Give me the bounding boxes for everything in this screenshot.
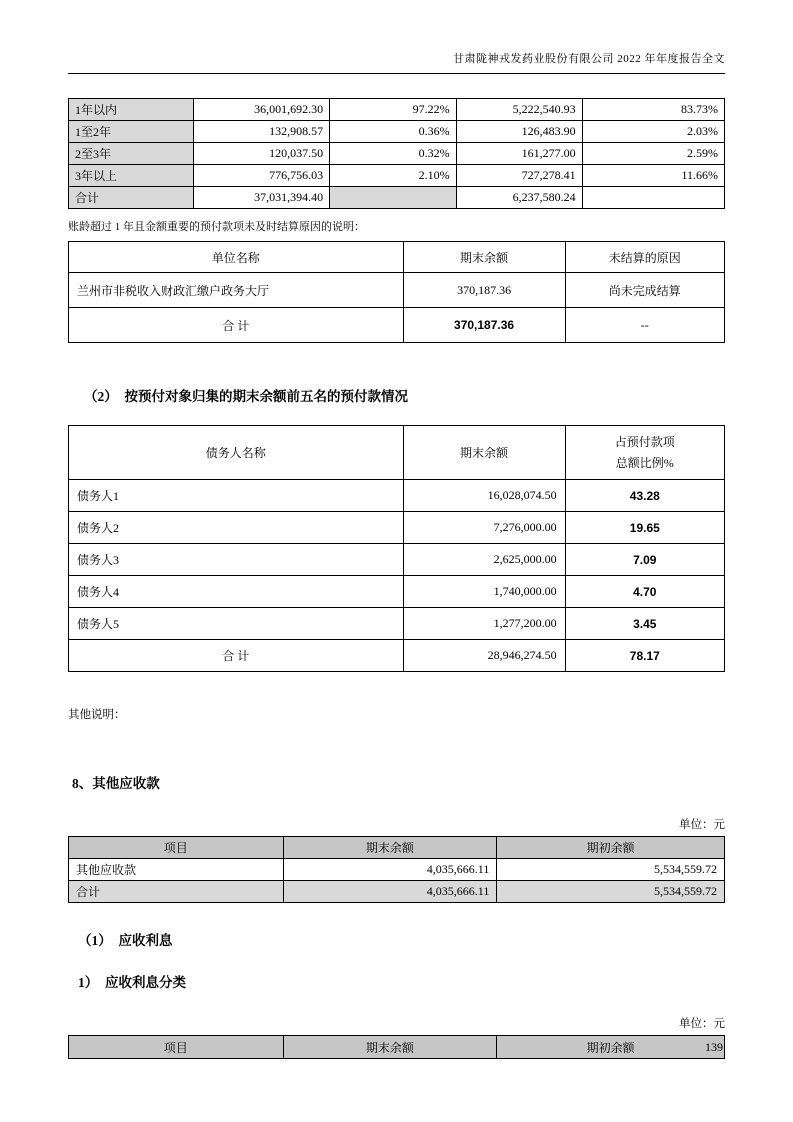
interest-header-begin: 期初余额 (497, 1036, 725, 1059)
debtor-amount: 7,276,000.00 (403, 512, 565, 544)
running-header-title: 甘肃陇神戎发药业股份有限公司 2022 年年度报告全文 (453, 53, 725, 65)
table-row (69, 608, 725, 640)
other-total-begin-amount: 5,534,559.72 (497, 881, 725, 903)
interest-sub-heading: 1） 应收利息分类 (78, 975, 186, 990)
debtor-amount: 1,740,000.00 (403, 576, 565, 608)
table-header-row (69, 242, 725, 273)
unsettled-header-reason: 未结算的原因 (565, 242, 724, 273)
top5-header-ratio-line1: 占预付款项 (614, 434, 675, 449)
unsettled-amount: 370,187.36 (403, 273, 565, 308)
top5-header-name: 债务人名称 (69, 426, 404, 480)
aging-end-pct: 0.36% (330, 121, 457, 143)
aging-end-pct: 97.22% (330, 99, 457, 121)
unsettled-reason: 尚未完成结算 (565, 273, 724, 308)
top5-table (68, 425, 725, 672)
aging-begin-pct: 11.66% (582, 165, 724, 187)
aging-label: 2至3年 (69, 143, 194, 165)
table-total-row (69, 308, 725, 343)
top5-header-amount: 期末余额 (403, 426, 565, 480)
unsettled-total-amount: 370,187.36 (403, 308, 565, 343)
table-header-row (69, 1036, 725, 1059)
table-row (69, 273, 725, 308)
aging-begin-pct: 2.59% (582, 143, 724, 165)
section-8-heading: 8、其他应收款 (72, 776, 160, 791)
table-row (69, 165, 725, 187)
aging-end-amount: 36,001,692.30 (193, 99, 329, 121)
aging-total-label: 合计 (69, 187, 194, 209)
table-row (69, 480, 725, 512)
aging-begin-pct: 83.73% (582, 99, 724, 121)
top5-total-ratio: 78.17 (565, 640, 724, 672)
debtor-amount: 2,625,000.00 (403, 544, 565, 576)
interest-header-end: 期末余额 (283, 1036, 497, 1059)
table-row (69, 859, 725, 881)
debtor-name: 债务人4 (69, 576, 404, 608)
debtor-name: 债务人5 (69, 608, 404, 640)
debtor-name: 债务人3 (69, 544, 404, 576)
interest-section-heading: （1） 应收利息 (78, 933, 173, 948)
aging-label: 1至2年 (69, 121, 194, 143)
other-begin-amount: 5,534,559.72 (497, 859, 725, 881)
debtor-ratio: 19.65 (565, 512, 724, 544)
aging-total-begin-pct (582, 187, 724, 209)
aging-begin-amount: 126,483.90 (456, 121, 582, 143)
table-header-row (69, 837, 725, 859)
aging-total-end-amount: 37,031,394.40 (193, 187, 329, 209)
debtor-name: 债务人2 (69, 512, 404, 544)
other-item: 其他应收款 (69, 859, 284, 881)
unsettled-header-name: 单位名称 (69, 242, 404, 273)
table-row (69, 121, 725, 143)
other-header-begin: 期初余额 (497, 837, 725, 859)
unit-label: 单位：元 (679, 1018, 725, 1030)
top5-total-amount: 28,946,274.50 (403, 640, 565, 672)
page-number: 139 (705, 1040, 723, 1054)
other-total-end-amount: 4,035,666.11 (283, 881, 497, 903)
table-row (69, 576, 725, 608)
debtor-name: 债务人1 (69, 480, 404, 512)
top5-header-ratio (565, 426, 724, 480)
top5-header-ratio-line2: 总额比例% (615, 455, 674, 470)
aging-end-amount: 120,037.50 (193, 143, 329, 165)
aging-end-amount: 132,908.57 (193, 121, 329, 143)
table-row (69, 512, 725, 544)
unsettled-header-amount: 期末余额 (403, 242, 565, 273)
other-receivables-table (68, 836, 725, 903)
table-total-row (69, 881, 725, 903)
aging-begin-amount: 5,222,540.93 (456, 99, 582, 121)
aging-begin-amount: 727,278.41 (456, 165, 582, 187)
section-2-heading: （2） 按预付对象归集的期末余额前五名的预付款情况 (84, 389, 408, 404)
other-header-end: 期末余额 (283, 837, 497, 859)
unsettled-note: 账龄超过 1 年且金额重要的预付款项未及时结算原因的说明： (68, 221, 365, 233)
interest-table (68, 1035, 725, 1059)
aging-total-end-pct (330, 187, 457, 209)
debtor-ratio: 7.09 (565, 544, 724, 576)
unsettled-total-label: 合 计 (69, 308, 404, 343)
debtor-amount: 16,028,074.50 (403, 480, 565, 512)
unsettled-name: 兰州市非税收入财政汇缴户政务大厅 (69, 273, 404, 308)
aging-table (68, 98, 725, 209)
aging-total-begin-amount: 6,237,580.24 (456, 187, 582, 209)
table-total-row (69, 640, 725, 672)
unsettled-table (68, 241, 725, 343)
unsettled-total-reason: -- (565, 308, 724, 343)
aging-begin-amount: 161,277.00 (456, 143, 582, 165)
table-row (69, 99, 725, 121)
table-total-row (69, 187, 725, 209)
aging-label: 1年以内 (69, 99, 194, 121)
debtor-ratio: 3.45 (565, 608, 724, 640)
table-row (69, 143, 725, 165)
aging-end-pct: 0.32% (330, 143, 457, 165)
debtor-ratio: 43.28 (565, 480, 724, 512)
other-total-label: 合计 (69, 881, 284, 903)
other-note: 其他说明： (68, 709, 126, 721)
aging-label: 3年以上 (69, 165, 194, 187)
table-row (69, 544, 725, 576)
aging-begin-pct: 2.03% (582, 121, 724, 143)
table-header-row (69, 426, 725, 480)
aging-end-pct: 2.10% (330, 165, 457, 187)
interest-header-item: 项目 (69, 1036, 284, 1059)
other-header-item: 项目 (69, 837, 284, 859)
running-header (68, 0, 725, 74)
debtor-ratio: 4.70 (565, 576, 724, 608)
unit-label: 单位：元 (679, 819, 725, 831)
other-end-amount: 4,035,666.11 (283, 859, 497, 881)
top5-total-label: 合 计 (69, 640, 404, 672)
debtor-amount: 1,277,200.00 (403, 608, 565, 640)
aging-end-amount: 776,756.03 (193, 165, 329, 187)
